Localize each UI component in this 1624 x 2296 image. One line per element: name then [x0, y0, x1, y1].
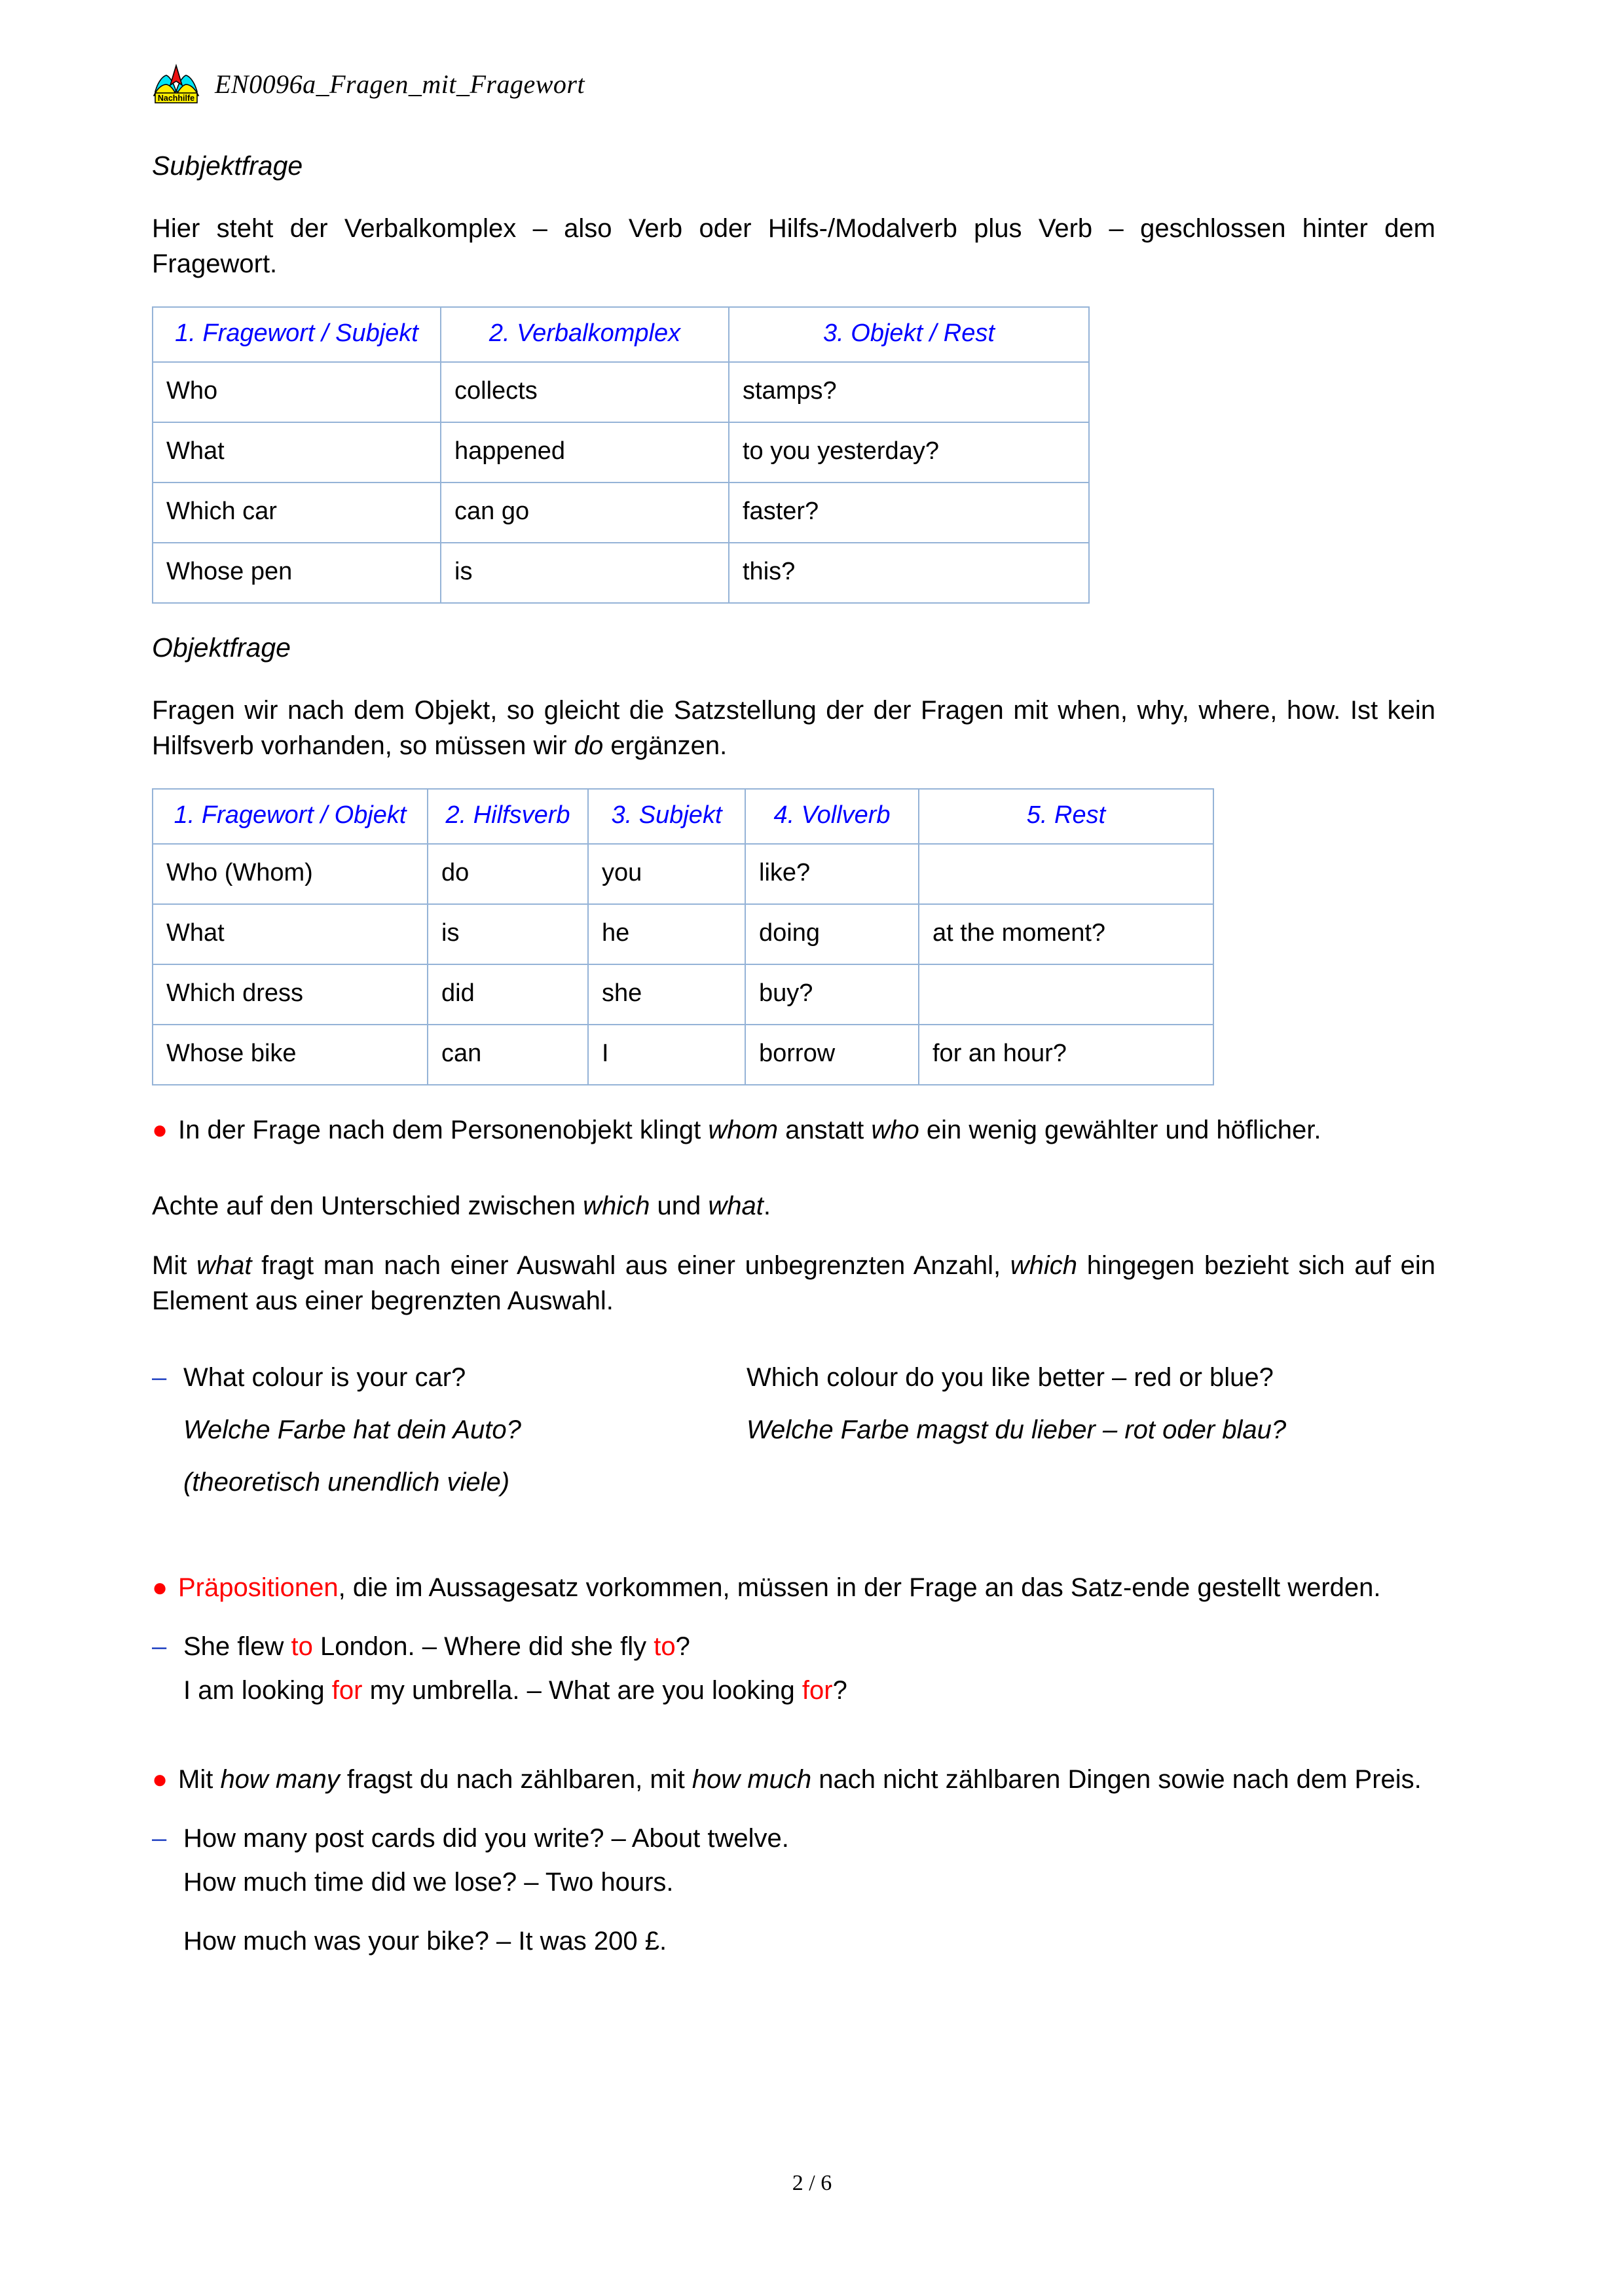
bullet-marker-icon: ● [152, 1573, 168, 1603]
colour-left-note: (theoretisch unendlich viele) [183, 1467, 510, 1497]
prep1-a: She flew [183, 1631, 291, 1661]
document-title: EN0096a_Fragen_mit_Fragewort [215, 69, 585, 99]
table-cell: do [428, 844, 588, 904]
achte-italic-what: what [708, 1191, 764, 1220]
mitwhat-part3: hingegen bezieht sich auf ein Element aus einer begrenzten Auswahl. [152, 1251, 1435, 1315]
bullet-howmany-text [178, 1762, 1435, 1798]
howmany-example-line-3: How much was your bike? – It was 200 £. [183, 1926, 667, 1956]
table-cell: can go [441, 483, 729, 543]
table-cell: Which dress [153, 964, 428, 1025]
prep2-red-for-2: for [802, 1676, 833, 1705]
praepositionen-rest: , die im Aussagesatz vorkommen, müssen in der Frage an das Satz-ende gestellt werden. [338, 1573, 1381, 1603]
howmany-part2: fragst du nach zählbaren, mit [339, 1765, 692, 1794]
table-cell: What [153, 422, 441, 483]
page-footer [0, 2171, 1624, 2196]
document-header [152, 63, 1435, 105]
prep1-red-to-2: to [654, 1631, 676, 1661]
column-header-rest: 5. Rest [919, 789, 1213, 844]
table-cell: can [428, 1025, 588, 1085]
achte-part2: und [650, 1191, 709, 1220]
table-cell: at the moment? [919, 904, 1213, 964]
prep1-red-to-1: to [291, 1631, 313, 1661]
page-content [152, 63, 1435, 1982]
prep-example-line-2 [183, 1673, 1435, 1709]
table-subjektfrage [152, 306, 1090, 604]
bullet-whom [152, 1113, 1435, 1148]
table-cell [919, 844, 1213, 904]
table-row [153, 483, 1089, 543]
paragraph-subjekt-intro: Hier steht der Verbalkomplex – also Verb oder Hilfs-/Modalverb plus Verb – geschlossen hinter dem Fragewort. [152, 214, 1435, 278]
table-header-row [153, 307, 1089, 362]
objekt-intro-part2: ergänzen. [603, 731, 728, 760]
praepositionen-keyword: Präpositionen [178, 1573, 339, 1603]
table-cell: you [588, 844, 745, 904]
howmany-italic-how-much: how much [692, 1765, 812, 1794]
achte-part3: . [763, 1191, 771, 1220]
column-header-fragewort-subjekt: 1. Fragewort / Subjekt [153, 307, 441, 362]
whom-italic-who: who [871, 1116, 919, 1145]
whom-italic-whom: whom [708, 1116, 779, 1145]
table-cell: Whose bike [153, 1025, 428, 1085]
bullet-marker-icon: ● [152, 1765, 168, 1794]
table-cell: this? [729, 543, 1089, 603]
table-header-row [153, 789, 1213, 844]
paragraph-objekt-intro [152, 693, 1435, 763]
dash-marker-icon: – [152, 1631, 167, 1661]
bullet-praepositionen-text [178, 1571, 1435, 1606]
table-cell: to you yesterday? [729, 422, 1089, 483]
table-cell: Whose pen [153, 543, 441, 603]
nachhilfe-logo-icon [152, 63, 200, 105]
howmany-part1: Mit [178, 1765, 221, 1794]
howmany-example-line-1: How many post cards did you write? – About twelve. [183, 1823, 789, 1853]
mitwhat-italic-what: what [196, 1251, 252, 1281]
table-cell: faster? [729, 483, 1089, 543]
spacer [152, 1343, 1435, 1360]
mitwhat-part1: Mit [152, 1251, 196, 1281]
table-objektfrage [152, 788, 1214, 1085]
table-row [153, 543, 1089, 603]
heading-objektfrage: Objektfrage [152, 632, 291, 663]
table-cell: did [428, 964, 588, 1025]
table-cell: stamps? [729, 362, 1089, 422]
prep1-b: London. – Where did she fly [312, 1631, 654, 1661]
howmany-example-line-2: How much time did we lose? – Two hours. [183, 1868, 674, 1897]
column-header-hilfsverb: 2. Hilfsverb [428, 789, 588, 844]
paragraph-achte [152, 1189, 1435, 1224]
bullet-praepositionen [152, 1571, 1435, 1606]
table-cell: I [588, 1025, 745, 1085]
spacer [152, 1540, 1435, 1571]
prep2-b: my umbrella. – What are you looking [362, 1676, 802, 1705]
howmany-part3: nach nicht zählbaren Dingen sowie nach dem Preis. [811, 1765, 1422, 1794]
whom-part3: ein wenig gewählter und höflicher. [919, 1116, 1321, 1145]
column-header-fragewort-objekt: 1. Fragewort / Objekt [153, 789, 428, 844]
howmany-italic-how-many: how many [220, 1765, 340, 1794]
table-cell: buy? [745, 964, 919, 1025]
colour-left-de: Welche Farbe hat dein Auto? [183, 1415, 521, 1445]
prep2-c: ? [832, 1676, 847, 1705]
table-row [153, 422, 1089, 483]
table-row [153, 844, 1213, 904]
prep2-a: I am looking [183, 1676, 332, 1705]
colour-examples-block [152, 1360, 1435, 1517]
logo-text: Nachhilfe [157, 94, 195, 103]
bullet-whom-text [178, 1113, 1435, 1148]
whom-part1: In der Frage nach dem Personenobjekt klingt [178, 1116, 709, 1145]
table-row [153, 964, 1213, 1025]
dash-marker-icon: – [152, 1363, 167, 1393]
heading-subjektfrage: Subjektfrage [152, 151, 303, 181]
table-cell: he [588, 904, 745, 964]
table-cell: borrow [745, 1025, 919, 1085]
prep2-red-for-1: for [331, 1676, 363, 1705]
table-cell: collects [441, 362, 729, 422]
colour-right-de: Welche Farbe magst du lieber – rot oder blau? [747, 1415, 1287, 1445]
table-row [153, 904, 1213, 964]
whom-part2: anstatt [778, 1116, 872, 1145]
table-cell: Which car [153, 483, 441, 543]
achte-italic-which: which [583, 1191, 650, 1220]
achte-part1: Achte auf den Unterschied zwischen [152, 1191, 583, 1220]
colour-example-row-note [183, 1465, 1435, 1518]
table-cell: happened [441, 422, 729, 483]
table-cell: Who (Whom) [153, 844, 428, 904]
table-cell: Who [153, 362, 441, 422]
mitwhat-italic-which: which [1010, 1251, 1078, 1281]
colour-example-row-en [183, 1360, 1435, 1413]
prep1-c: ? [675, 1631, 690, 1661]
spacer [152, 1732, 1435, 1762]
table-row [153, 362, 1089, 422]
table-cell: for an hour? [919, 1025, 1213, 1085]
table-cell: she [588, 964, 745, 1025]
table-row [153, 1025, 1213, 1085]
table-cell [919, 964, 1213, 1025]
page-number: 2 / 6 [792, 2171, 832, 2195]
colour-example-row-de [183, 1413, 1435, 1465]
table-cell: doing [745, 904, 919, 964]
table-cell: like? [745, 844, 919, 904]
colour-right-en: Which colour do you like better – red or blue? [747, 1363, 1274, 1393]
bullet-marker-icon: ● [152, 1116, 168, 1145]
column-header-vollverb: 4. Vollverb [745, 789, 919, 844]
spacer [152, 1172, 1435, 1189]
objekt-intro-part1: Fragen wir nach dem Objekt, so gleicht die Satzstellung der der Fragen mit when, why, where, how. Ist kein Hilfsverb vorhanden, so müssen wir [152, 696, 1435, 760]
table-cell: is [441, 543, 729, 603]
objekt-intro-italic: do [574, 731, 604, 760]
prep-example-line-1 [183, 1630, 1435, 1665]
howmany-examples-block [152, 1821, 1435, 1857]
table-cell: is [428, 904, 588, 964]
table-cell: What [153, 904, 428, 964]
colour-left-en: What colour is your car? [183, 1363, 466, 1393]
column-header-objekt-rest: 3. Objekt / Rest [729, 307, 1089, 362]
dash-marker-icon: – [152, 1823, 167, 1853]
bullet-how-many-much [152, 1762, 1435, 1798]
mitwhat-part2: fragt man nach einer Auswahl aus einer unbegrenzten Anzahl, [251, 1251, 1010, 1281]
paragraph-mit-what [152, 1248, 1435, 1319]
column-header-subjekt: 3. Subjekt [588, 789, 745, 844]
column-header-verbalkomplex: 2. Verbalkomplex [441, 307, 729, 362]
prep-examples-block [152, 1630, 1435, 1665]
